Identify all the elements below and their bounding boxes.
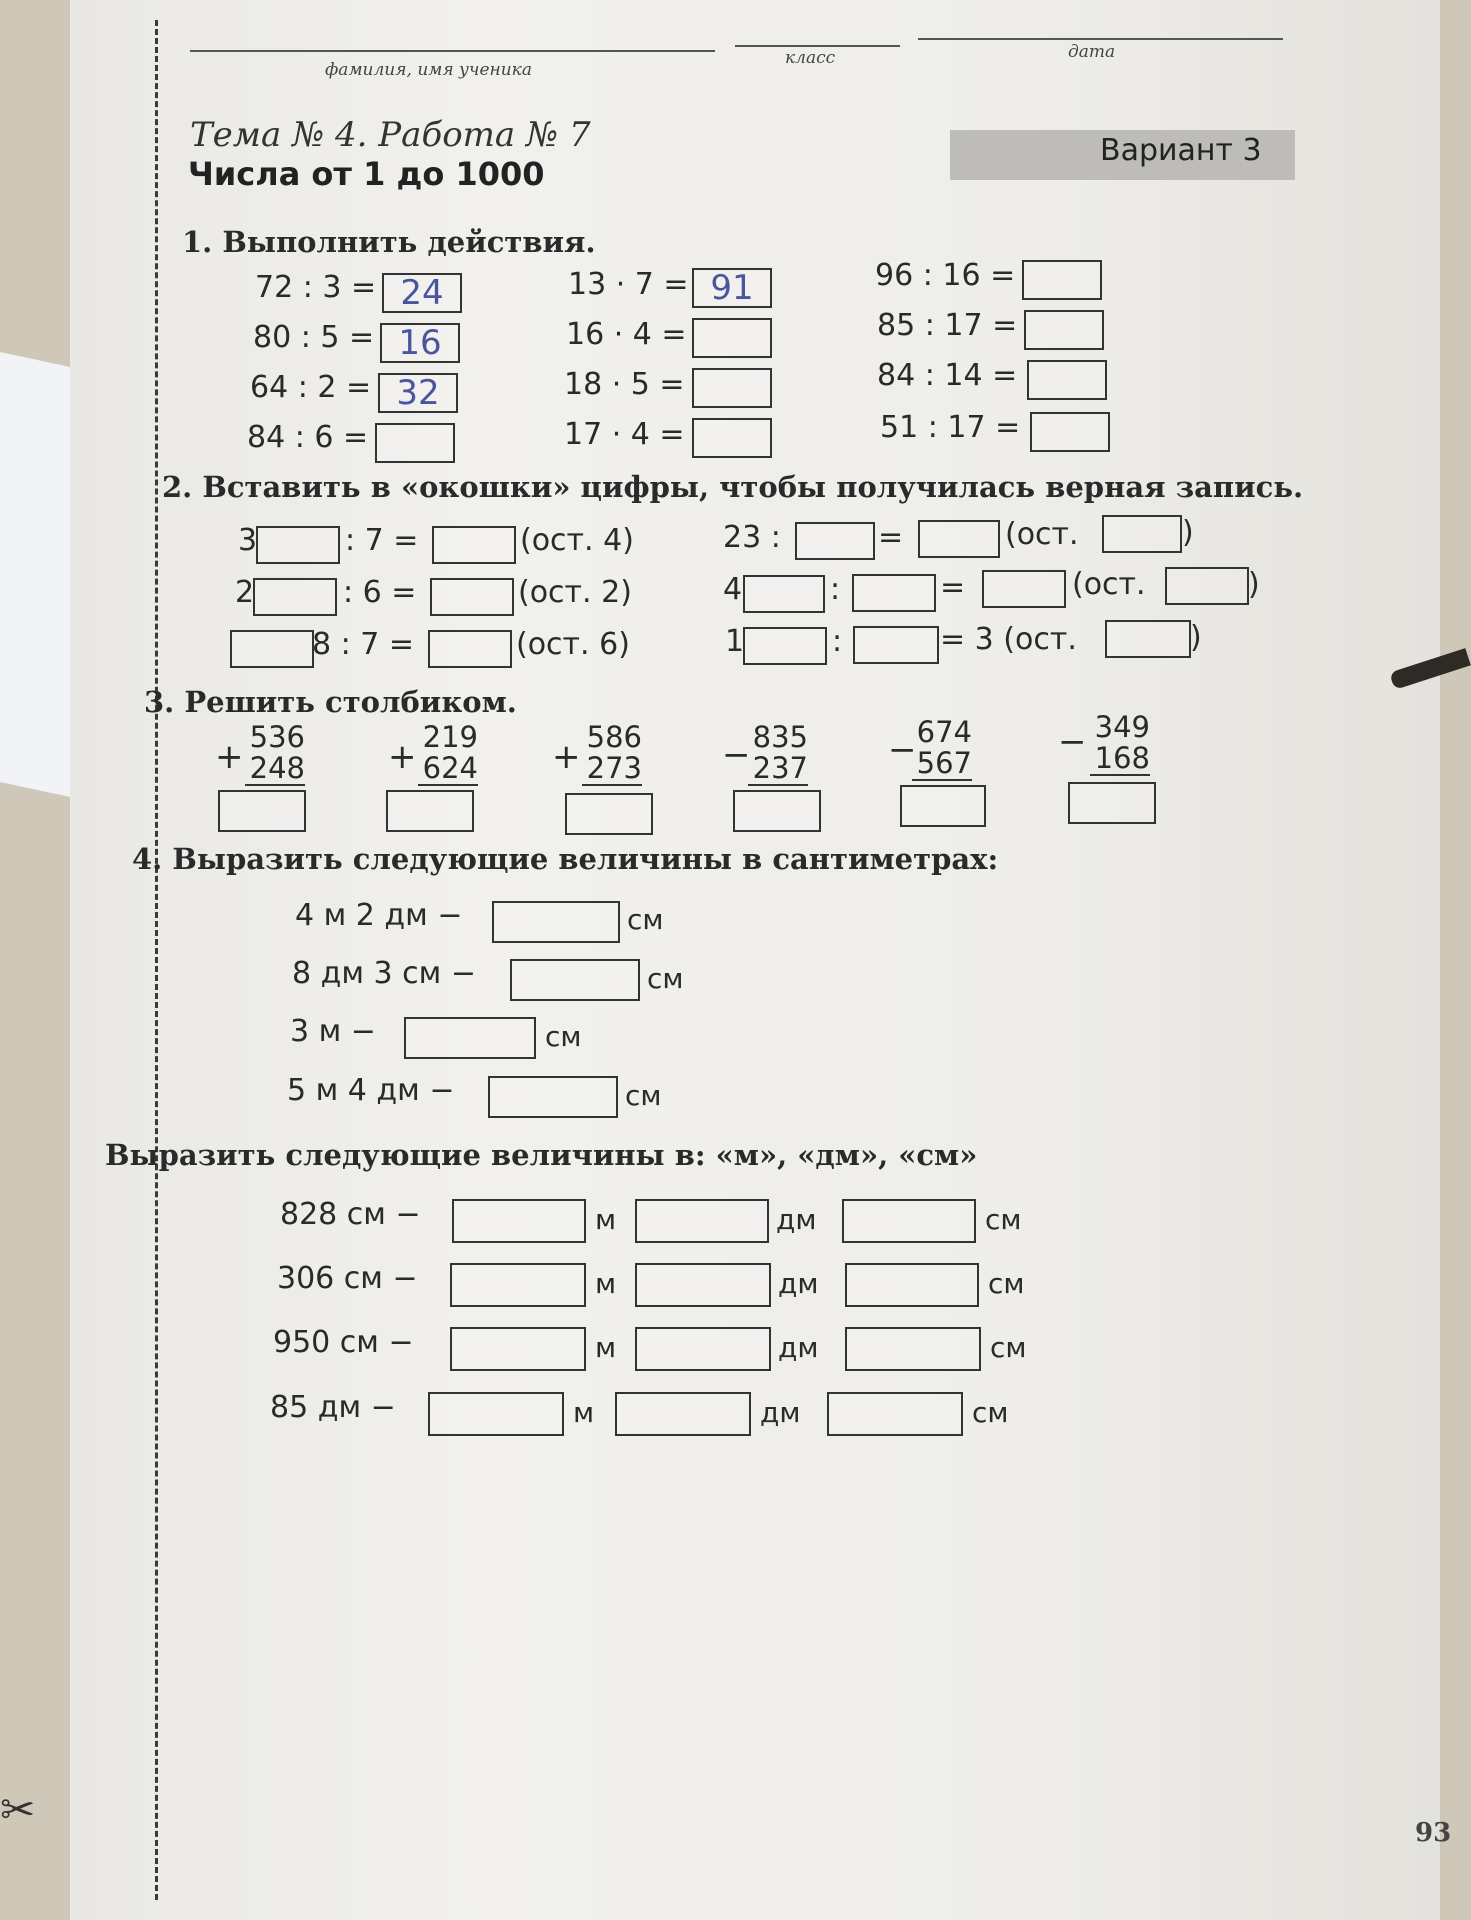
task5-expr: 85 дм −: [270, 1390, 396, 1425]
meters-box[interactable]: [450, 1327, 586, 1371]
task2-digit-box[interactable]: [1105, 620, 1191, 658]
task2-text: :: [830, 572, 841, 607]
unit-label: см: [627, 903, 664, 936]
task1-answer-box[interactable]: 91: [692, 268, 772, 308]
task1-expr: 64 : 2 =: [250, 370, 372, 405]
unit-dm: дм: [760, 1396, 801, 1429]
task2-heading: 2. Вставить в «окошки» цифры, чтобы получилась верная запись.: [162, 470, 1304, 504]
task4-answer-box[interactable]: [492, 901, 620, 943]
task5-expr: 306 см −: [277, 1261, 418, 1296]
task2-text: (ост.: [1072, 567, 1146, 602]
cut-line: [155, 20, 158, 1900]
task1-answer-box[interactable]: 24: [382, 273, 462, 313]
operand-bottom: 273: [582, 753, 642, 786]
unit-dm: дм: [778, 1331, 819, 1364]
centimeters-box[interactable]: [845, 1263, 979, 1307]
task1-answer-box[interactable]: 32: [378, 373, 458, 413]
task1-expr: 13 · 7 =: [568, 267, 689, 302]
column-operation: [418, 722, 478, 786]
scissors-icon: ✂: [0, 1785, 36, 1834]
task4-answer-box[interactable]: [510, 959, 640, 1001]
task2-text: =: [878, 520, 904, 555]
task1-answer-box[interactable]: [692, 318, 772, 358]
task1-expr: 85 : 17 =: [877, 308, 1018, 343]
task5-expr: 950 см −: [273, 1325, 414, 1360]
operand-bottom: 248: [245, 753, 305, 786]
student-name-caption: фамилия, имя ученика: [325, 60, 532, 80]
task2-text: 23 :: [723, 520, 781, 555]
task2-digit-box[interactable]: [743, 627, 827, 665]
task1-expr: 18 · 5 =: [564, 367, 685, 402]
task2-text: =: [940, 570, 966, 605]
column-result-box[interactable]: [733, 790, 821, 832]
task1-answer-box[interactable]: [1027, 360, 1107, 400]
task1-expr: 16 · 4 =: [566, 317, 687, 352]
column-result-box[interactable]: [218, 790, 306, 832]
task1-expr: 96 : 16 =: [875, 258, 1016, 293]
operation-sign: −: [1058, 722, 1087, 762]
task2-digit-box[interactable]: [795, 522, 875, 560]
operand-bottom: 624: [418, 753, 478, 786]
task4-expr: 5 м 4 дм −: [287, 1073, 455, 1108]
task1-expr: 84 : 14 =: [877, 358, 1018, 393]
task1-heading: 1. Выполнить действия.: [182, 225, 596, 259]
unit-m: м: [595, 1331, 617, 1364]
operation-sign: +: [552, 737, 581, 777]
task4-answer-box[interactable]: [488, 1076, 618, 1118]
task2-text: ): [1182, 515, 1194, 550]
column-result-box[interactable]: [1068, 782, 1156, 824]
meters-box[interactable]: [428, 1392, 564, 1436]
task2-digit-box[interactable]: [428, 630, 512, 668]
task2-text: (ост. 2): [518, 575, 632, 610]
column-operation: [245, 722, 305, 786]
decimeters-box[interactable]: [615, 1392, 751, 1436]
task2-text: 1: [725, 624, 745, 659]
task1-answer-box[interactable]: 16: [380, 323, 460, 363]
task4-heading: 4. Выразить следующие величины в сантиметрах:: [132, 842, 999, 876]
task1-expr: 80 : 5 =: [253, 320, 375, 355]
task2-text: : 6 =: [343, 575, 417, 610]
task2-text: ): [1190, 620, 1202, 655]
column-operation: [912, 717, 972, 781]
operation-sign: −: [722, 735, 751, 775]
task4-expr: 3 м −: [290, 1014, 376, 1049]
task2-text: (ост.: [1005, 517, 1079, 552]
operand-top: 536: [249, 720, 305, 754]
student-name-line[interactable]: [190, 50, 715, 52]
task1-answer-box[interactable]: [692, 418, 772, 458]
variant-label: Вариант 3: [1100, 133, 1262, 168]
task4-expr: 8 дм 3 см −: [292, 956, 476, 991]
task2-text: (ост. 6): [516, 627, 630, 662]
task1-expr: 84 : 6 =: [247, 420, 369, 455]
operand-top: 835: [752, 720, 808, 754]
task2-text: 8 : 7 =: [312, 627, 415, 662]
task2-digit-box[interactable]: [852, 574, 936, 612]
task1-expr: 72 : 3 =: [255, 270, 377, 305]
task2-digit-box[interactable]: [982, 570, 1066, 608]
task2-digit-box[interactable]: [918, 520, 1000, 558]
operand-top: 219: [422, 720, 478, 754]
date-caption: дата: [1068, 42, 1116, 62]
decimeters-box[interactable]: [635, 1327, 771, 1371]
task5-expr: 828 см −: [280, 1197, 421, 1232]
task2-text: 3: [238, 523, 258, 558]
task1-answer-box[interactable]: [692, 368, 772, 408]
page-number: 93: [1415, 1818, 1452, 1848]
task2-text: : 7 =: [345, 523, 419, 558]
unit-cm: см: [988, 1267, 1025, 1300]
task2-text: ): [1248, 567, 1260, 602]
task2-text: :: [832, 624, 843, 659]
task2-digit-box[interactable]: [432, 526, 516, 564]
task2-text: 4: [723, 572, 743, 607]
task1-answer-box[interactable]: [1030, 412, 1110, 452]
task2-text: = 3 (ост.: [940, 622, 1077, 657]
unit-label: см: [647, 962, 684, 995]
unit-cm: см: [985, 1203, 1022, 1236]
operand-bottom: 168: [1090, 743, 1150, 776]
column-operation: [1090, 712, 1150, 776]
unit-dm: дм: [778, 1267, 819, 1300]
operation-sign: +: [215, 737, 244, 777]
operation-sign: −: [888, 730, 917, 770]
operation-sign: +: [388, 737, 417, 777]
task1-expr: 17 · 4 =: [564, 417, 685, 452]
topic-title: Тема № 4. Работа № 7: [190, 115, 591, 155]
column-result-box[interactable]: [565, 793, 653, 835]
class-line[interactable]: [735, 45, 900, 47]
column-operation: [748, 722, 808, 786]
meters-box[interactable]: [450, 1263, 586, 1307]
task2-digit-box[interactable]: [430, 578, 514, 616]
task5-heading: Выразить следующие величины в: «м», «дм», «см»: [105, 1138, 978, 1172]
task2-digit-box[interactable]: [256, 526, 340, 564]
operand-top: 586: [586, 720, 642, 754]
operand-top: 349: [1094, 710, 1150, 744]
class-caption: класс: [785, 48, 836, 68]
unit-m: м: [595, 1267, 617, 1300]
centimeters-box[interactable]: [845, 1327, 981, 1371]
task2-digit-box[interactable]: [1165, 567, 1249, 605]
unit-label: см: [545, 1020, 582, 1053]
task4-answer-box[interactable]: [404, 1017, 536, 1059]
task3-heading: 3. Решить столбиком.: [144, 685, 517, 719]
background-paper-sheet: [0, 352, 75, 798]
centimeters-box[interactable]: [842, 1199, 976, 1243]
subject-title: Числа от 1 до 1000: [188, 155, 545, 193]
task1-answer-box[interactable]: [375, 423, 455, 463]
task2-digit-box[interactable]: [853, 626, 939, 664]
task2-digit-box[interactable]: [743, 575, 825, 613]
column-result-box[interactable]: [386, 790, 474, 832]
column-operation: [582, 722, 642, 786]
task4-expr: 4 м 2 дм −: [295, 898, 463, 933]
task2-digit-box[interactable]: [253, 578, 337, 616]
column-result-box[interactable]: [900, 785, 986, 827]
meters-box[interactable]: [452, 1199, 586, 1243]
task2-digit-box[interactable]: [1102, 515, 1182, 553]
task2-digit-box[interactable]: [230, 630, 314, 668]
unit-label: см: [625, 1079, 662, 1112]
task2-text: (ост. 4): [520, 523, 634, 558]
unit-m: м: [595, 1203, 617, 1236]
task1-answer-box[interactable]: [1024, 310, 1104, 350]
operand-bottom: 237: [748, 753, 808, 786]
unit-cm: см: [972, 1396, 1009, 1429]
decimeters-box[interactable]: [635, 1263, 771, 1307]
task1-expr: 51 : 17 =: [880, 410, 1021, 445]
centimeters-box[interactable]: [827, 1392, 963, 1436]
unit-m: м: [573, 1396, 595, 1429]
operand-top: 674: [916, 715, 972, 749]
decimeters-box[interactable]: [635, 1199, 769, 1243]
task1-answer-box[interactable]: [1022, 260, 1102, 300]
task2-text: 2: [235, 575, 255, 610]
date-line[interactable]: [918, 38, 1283, 40]
unit-dm: дм: [776, 1203, 817, 1236]
unit-cm: см: [990, 1331, 1027, 1364]
operand-bottom: 567: [912, 748, 972, 781]
